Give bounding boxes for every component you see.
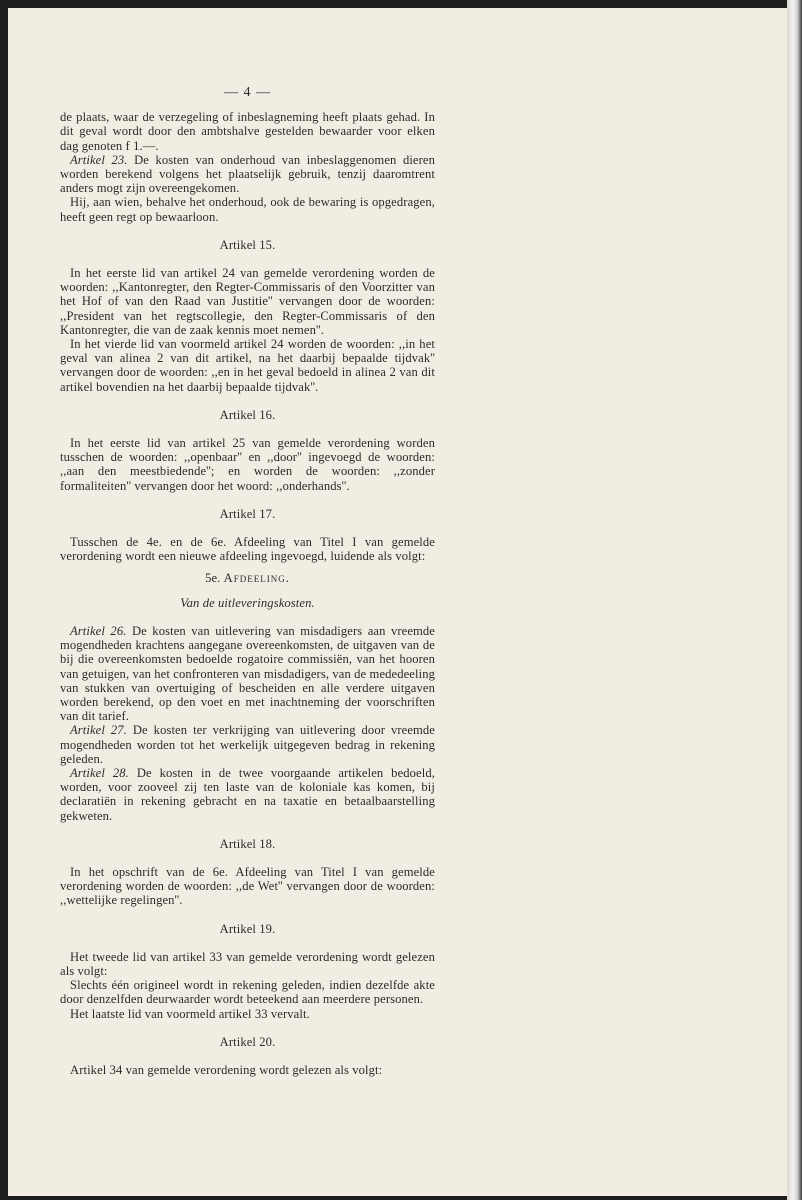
article-lead: Artikel 28. [70, 765, 129, 780]
heading-artikel-15: Artikel 15. [219, 237, 276, 252]
paragraph: In het eerste lid van artikel 24 van gemelde verordening worden de woorden: ,,Kantonregter, den Regter-Commissaris of den Voorzitter van het Hof of van den Raad van Justitie'' vervangen door de woorden: ,,President van het regtscollegie, den Regter-Commissaris of den Kantonregter, die van de zaak kennis moet nemen''. [60, 266, 435, 337]
paragraph: Hij, aan wien, behalve het onderhoud, ook de bewaring is opgedragen, heeft geen regt op bewaarloon. [60, 195, 435, 224]
afdeeling-subtitle: Van de uitleveringskosten. [180, 595, 315, 610]
paragraph: In het vierde lid van voormeld artikel 24 worden de woorden: ,,in het geval van alinea 2 van dit artikel, na het daarbij bepaalde tijdvak'' vervangen door de woorden: ,,en in het geval bedoeld in alinea 2 van dit artikel bovendien na het daarbij bepaalde tijdvak''. [60, 337, 435, 394]
article-text: De kosten ter verkrijging van uitlevering door vreemde mogendheden worden tot het werkelijk uitgegeven bedrag in rekening geleden. [60, 723, 435, 766]
paragraph-artikel-23 [60, 153, 435, 196]
article-lead: Artikel 27. [70, 723, 127, 738]
page-number: — 4 — [224, 85, 271, 100]
heading-artikel-19: Artikel 19. [219, 921, 276, 936]
article-lead: Artikel 23. [70, 152, 128, 167]
article-text: De kosten van onderhoud van inbeslaggenomen dieren worden berekend volgens het plaatselijk gebruik, tenzij daaromtrent anders mogt zijn overeengekomen. [60, 152, 436, 196]
paragraph: Slechts één origineel wordt in rekening geleden, indien dezelfde akte door denzelfden deurwaarder wordt beteekend aan meerdere personen. [60, 978, 435, 1007]
article-text: De kosten in de twee voorgaande artikelen bedoeld, worden, voor zooveel zij ten laste van de koloniale kas komen, bij declaratiën in rekening gebracht en na taxatie en betaalbaarstelling gekweten. [60, 765, 435, 823]
heading-artikel-16: Artikel 16. [219, 407, 276, 422]
document-page [8, 8, 787, 1196]
page-content [60, 86, 435, 1077]
paragraph-artikel-26 [60, 624, 435, 723]
paragraph: In het opschrift van de 6e. Afdeeling van Titel I van gemelde verordening worden de woorden: ,,de Wet'' vervangen door de woorden: ,,wettelijke regelingen''. [60, 864, 435, 908]
paragraph: de plaats, waar de verzegeling of inbeslagneming heeft plaats gehad. In dit geval wordt door den ambtshalve gestelden bewaarder voor elken dag genoten f 1.—. [60, 110, 435, 153]
heading-artikel-18: Artikel 18. [219, 836, 276, 851]
paragraph: In het eerste lid van artikel 25 van gemelde verordening worden tusschen de woorden: ,,openbaar'' en ,,door'' ingevoegd de woorden: ,,aan den meestbiedende''; en worden de woorden: ,,zonder formaliteiten'' vervangen door het woord: ,,onderhands''. [60, 436, 435, 493]
afdeeling-label: Afdeeling. [223, 571, 290, 586]
paragraph: Artikel 34 van gemelde verordening wordt gelezen als volgt: [70, 1062, 383, 1077]
article-lead: Artikel 26. [70, 623, 127, 638]
page-edge [787, 0, 802, 1200]
heading-artikel-17: Artikel 17. [219, 506, 276, 521]
afdeeling-number: 5e. [205, 571, 221, 586]
paragraph: Het laatste lid van voormeld artikel 33 vervalt. [70, 1006, 310, 1021]
heading-artikel-20: Artikel 20. [219, 1034, 276, 1049]
paragraph-artikel-27 [60, 723, 435, 766]
afdeeling-heading [60, 571, 435, 585]
paragraph: Het tweede lid van artikel 33 van gemelde verordening wordt gelezen als volgt: [60, 949, 435, 978]
article-text: De kosten van uitlevering van misdadigers aan vreemde mogendheden krachtens aangegane overeenkomsten, de uitgaven van de bij die overeenkomsten bedoelde rogatoire commissiën, van het hooren van getuigen, van het confronteren van misdadigers, van de mededeeling van stukken van overtuiging of bescheiden en alle verdere uitgaven worden berekend, op den voet en met inachtneming der voorschriften van dit tarief. [60, 623, 435, 724]
paragraph: Tusschen de 4e. en de 6e. Afdeeling van Titel I van gemelde verordening wordt een nieuwe afdeeling ingevoegd, luidende als volgt: [60, 535, 435, 564]
paragraph-artikel-28 [60, 766, 435, 823]
